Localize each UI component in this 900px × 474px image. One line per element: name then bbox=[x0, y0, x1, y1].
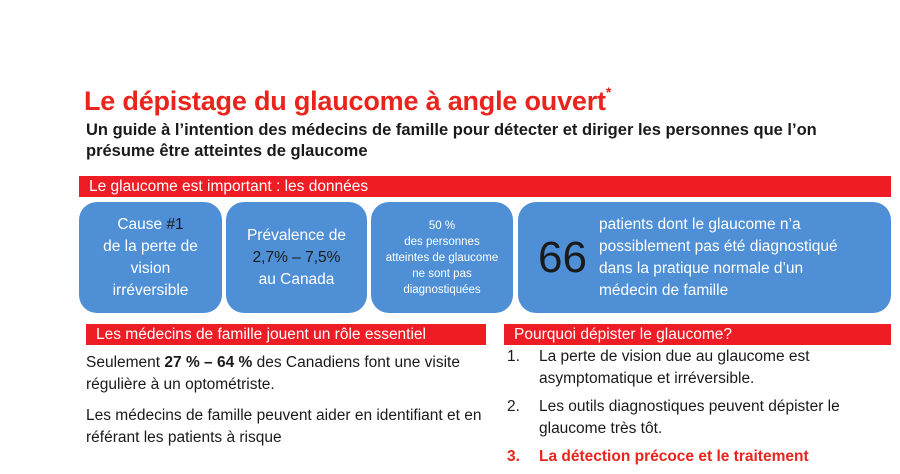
footnote-mark: * bbox=[605, 84, 612, 100]
fact-card-patients bbox=[518, 202, 891, 313]
list-item: 3. La détection précoce et le traitement bbox=[507, 448, 809, 465]
fact-card-prevalence: Prévalence de 2,7% – 7,5% au Canada bbox=[226, 202, 367, 313]
list-item: 2. Les outils diagnostiques peuvent dépister le glaucome très tôt. bbox=[507, 398, 840, 437]
page-title: Le dépistage du glaucome à angle ouvert* bbox=[84, 84, 612, 116]
page-subtitle: Un guide à l’intention des médecins de famille pour détecter et diriger les personnes que l’on présume être atteintes de glaucome bbox=[86, 121, 817, 160]
why-screen-list bbox=[507, 346, 887, 474]
family-doctors-paragraph-1: Seulement 27 % – 64 % des Canadiens font une visite régulière à un optométriste. bbox=[86, 354, 460, 393]
family-doctors-paragraph-2: Les médecins de famille peuvent aider en identifiant et en référant les patients à risque bbox=[86, 407, 482, 446]
undiagnosed-percent: 50 % bbox=[428, 219, 456, 232]
patients-count: 66 bbox=[538, 232, 587, 282]
prevalence-range: 2,7% – 7,5% bbox=[252, 248, 341, 266]
family-doctors-banner: Les médecins de famille jouent un rôle essentiel bbox=[86, 324, 486, 345]
list-item: 1. La perte de vision due au glaucome est asymptomatique et irréversible. bbox=[507, 348, 810, 387]
patients-text: patients dont le glaucome n’a possiblement pas été diagnostiqué dans la pratique normale d’un médecin de famille bbox=[598, 215, 838, 299]
why-screen-banner: Pourquoi dépister le glaucome? bbox=[504, 324, 891, 345]
facts-banner: Le glaucome est important : les données bbox=[79, 176, 891, 197]
cause-rank: #1 bbox=[166, 215, 184, 233]
fact-card-undiagnosed: 50 % des personnes atteintes de glaucome ne sont pas diagnostiquées bbox=[371, 202, 513, 313]
fact-card-cause: Cause #1 de la perte de vision irréversible bbox=[79, 202, 222, 313]
